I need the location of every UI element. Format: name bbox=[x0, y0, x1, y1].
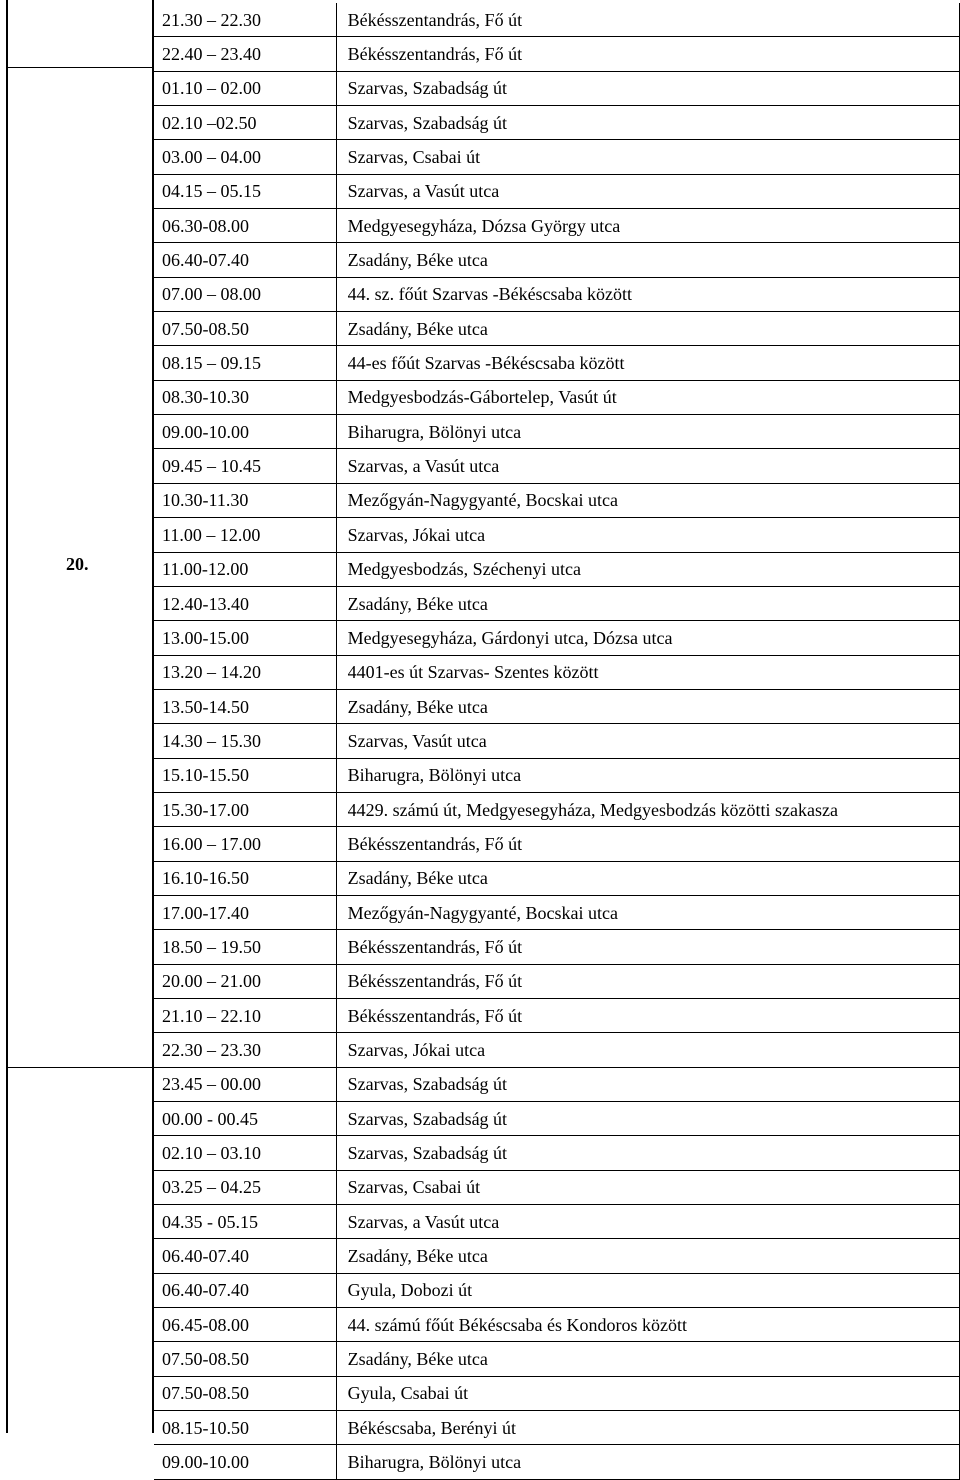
time-cell: 12.40-13.40 bbox=[154, 586, 336, 620]
table-row bbox=[154, 552, 960, 586]
table-row bbox=[154, 1445, 960, 1479]
time-cell: 03.00 – 04.00 bbox=[154, 140, 336, 174]
time-cell: 07.50-08.50 bbox=[154, 1376, 336, 1410]
time-cell: 09.00-10.00 bbox=[154, 415, 336, 449]
location-cell: Békésszentandrás, Fő út bbox=[336, 964, 959, 998]
table-row bbox=[154, 1411, 960, 1445]
location-cell: Szarvas, Szabadság út bbox=[336, 1136, 959, 1170]
table-row bbox=[154, 1205, 960, 1239]
location-cell: Szarvas, a Vasút utca bbox=[336, 449, 959, 483]
table-row bbox=[154, 312, 960, 346]
location-cell: Békésszentandrás, Fő út bbox=[336, 998, 959, 1032]
location-cell: Mezőgyán-Nagygyanté, Bocskai utca bbox=[336, 895, 959, 929]
table-row bbox=[154, 3, 960, 37]
time-cell: 06.40-07.40 bbox=[154, 1273, 336, 1307]
table-row bbox=[154, 140, 960, 174]
top-left-block-divider bbox=[6, 67, 154, 68]
time-cell: 04.35 - 05.15 bbox=[154, 1205, 336, 1239]
location-cell: Szarvas, Jókai utca bbox=[336, 518, 959, 552]
table-row bbox=[154, 518, 960, 552]
location-cell: Szarvas, Vasút utca bbox=[336, 724, 959, 758]
time-cell: 15.10-15.50 bbox=[154, 758, 336, 792]
table-row bbox=[154, 106, 960, 140]
table-row bbox=[154, 689, 960, 723]
table-row bbox=[154, 586, 960, 620]
time-cell: 17.00-17.40 bbox=[154, 895, 336, 929]
table-row bbox=[154, 1170, 960, 1204]
location-cell: 44. sz. főút Szarvas -Békéscsaba között bbox=[336, 277, 959, 311]
time-cell: 08.15-10.50 bbox=[154, 1411, 336, 1445]
location-cell: Szarvas, Csabai út bbox=[336, 1170, 959, 1204]
location-cell: Mezőgyán-Nagygyanté, Bocskai utca bbox=[336, 483, 959, 517]
table-row bbox=[154, 861, 960, 895]
schedule-table bbox=[154, 3, 960, 1480]
table-row bbox=[154, 1239, 960, 1273]
time-cell: 09.45 – 10.45 bbox=[154, 449, 336, 483]
location-cell: Zsadány, Béke utca bbox=[336, 586, 959, 620]
table-row bbox=[154, 346, 960, 380]
time-cell: 21.10 – 22.10 bbox=[154, 998, 336, 1032]
location-cell: Szarvas, Szabadság út bbox=[336, 1067, 959, 1101]
location-cell: Medgyesbodzás-Gábortelep, Vasút út bbox=[336, 380, 959, 414]
table-row bbox=[154, 380, 960, 414]
table-row bbox=[154, 827, 960, 861]
location-cell: Zsadány, Béke utca bbox=[336, 312, 959, 346]
table-row bbox=[154, 1102, 960, 1136]
location-cell: Szarvas, a Vasút utca bbox=[336, 1205, 959, 1239]
time-cell: 20.00 – 21.00 bbox=[154, 964, 336, 998]
location-cell: Biharugra, Bölönyi utca bbox=[336, 1445, 959, 1479]
table-row bbox=[154, 930, 960, 964]
time-cell: 01.10 – 02.00 bbox=[154, 71, 336, 105]
table-row bbox=[154, 1376, 960, 1410]
time-cell: 21.30 – 22.30 bbox=[154, 3, 336, 37]
table-row bbox=[154, 724, 960, 758]
location-cell: Gyula, Csabai út bbox=[336, 1376, 959, 1410]
time-cell: 23.45 – 00.00 bbox=[154, 1067, 336, 1101]
left-outer-border bbox=[6, 0, 8, 1433]
time-cell: 22.30 – 23.30 bbox=[154, 1033, 336, 1067]
location-cell: Zsadány, Béke utca bbox=[336, 1342, 959, 1376]
time-cell: 06.40-07.40 bbox=[154, 1239, 336, 1273]
location-cell: Szarvas, Szabadság út bbox=[336, 71, 959, 105]
location-cell: Békésszentandrás, Fő út bbox=[336, 827, 959, 861]
location-cell: Medgyesegyháza, Dózsa György utca bbox=[336, 209, 959, 243]
time-cell: 11.00-12.00 bbox=[154, 552, 336, 586]
table-row bbox=[154, 449, 960, 483]
table-row bbox=[154, 209, 960, 243]
location-cell: 4429. számú út, Medgyesegyháza, Medgyesbodzás közötti szakasza bbox=[336, 792, 959, 826]
time-cell: 06.30-08.00 bbox=[154, 209, 336, 243]
table-row bbox=[154, 655, 960, 689]
location-cell: Békésszentandrás, Fő út bbox=[336, 37, 959, 71]
table-row bbox=[154, 483, 960, 517]
time-cell: 02.10 – 03.10 bbox=[154, 1136, 336, 1170]
time-cell: 11.00 – 12.00 bbox=[154, 518, 336, 552]
time-cell: 07.50-08.50 bbox=[154, 1342, 336, 1376]
time-cell: 16.10-16.50 bbox=[154, 861, 336, 895]
table-row bbox=[154, 758, 960, 792]
time-cell: 13.20 – 14.20 bbox=[154, 655, 336, 689]
time-cell: 13.50-14.50 bbox=[154, 689, 336, 723]
time-cell: 16.00 – 17.00 bbox=[154, 827, 336, 861]
lower-left-block-divider bbox=[6, 1067, 154, 1068]
time-cell: 08.30-10.30 bbox=[154, 380, 336, 414]
time-cell: 15.30-17.00 bbox=[154, 792, 336, 826]
table-row bbox=[154, 895, 960, 929]
location-cell: 4401-es út Szarvas- Szentes között bbox=[336, 655, 959, 689]
time-cell: 00.00 - 00.45 bbox=[154, 1102, 336, 1136]
time-cell: 10.30-11.30 bbox=[154, 483, 336, 517]
location-cell: Szarvas, Jókai utca bbox=[336, 1033, 959, 1067]
table-row bbox=[154, 1067, 960, 1101]
time-cell: 09.00-10.00 bbox=[154, 1445, 336, 1479]
table-row bbox=[154, 415, 960, 449]
time-cell: 14.30 – 15.30 bbox=[154, 724, 336, 758]
location-cell: Medgyesegyháza, Gárdonyi utca, Dózsa utca bbox=[336, 621, 959, 655]
time-cell: 07.00 – 08.00 bbox=[154, 277, 336, 311]
table-row bbox=[154, 1273, 960, 1307]
table-row bbox=[154, 243, 960, 277]
location-cell: Békéscsaba, Berényi út bbox=[336, 1411, 959, 1445]
time-cell: 13.00-15.00 bbox=[154, 621, 336, 655]
table-row bbox=[154, 277, 960, 311]
location-cell: Biharugra, Bölönyi utca bbox=[336, 758, 959, 792]
time-cell: 04.15 – 05.15 bbox=[154, 174, 336, 208]
table-row bbox=[154, 792, 960, 826]
location-cell: Szarvas, Csabai út bbox=[336, 140, 959, 174]
location-cell: Gyula, Dobozi út bbox=[336, 1273, 959, 1307]
time-cell: 22.40 – 23.40 bbox=[154, 37, 336, 71]
time-cell: 18.50 – 19.50 bbox=[154, 930, 336, 964]
time-cell: 02.10 –02.50 bbox=[154, 106, 336, 140]
table-row bbox=[154, 71, 960, 105]
schedule-rows bbox=[154, 3, 960, 1479]
location-cell: Zsadány, Béke utca bbox=[336, 1239, 959, 1273]
location-cell: Biharugra, Bölönyi utca bbox=[336, 415, 959, 449]
table-row bbox=[154, 621, 960, 655]
location-cell: Zsadány, Béke utca bbox=[336, 689, 959, 723]
time-cell: 08.15 – 09.15 bbox=[154, 346, 336, 380]
table-row bbox=[154, 964, 960, 998]
time-cell: 06.40-07.40 bbox=[154, 243, 336, 277]
table-row bbox=[154, 1308, 960, 1342]
location-cell: Békésszentandrás, Fő út bbox=[336, 930, 959, 964]
location-cell: 44-es főút Szarvas -Békéscsaba között bbox=[336, 346, 959, 380]
time-cell: 07.50-08.50 bbox=[154, 312, 336, 346]
table-row bbox=[154, 998, 960, 1032]
table-row bbox=[154, 37, 960, 71]
day-label: 20. bbox=[66, 554, 89, 574]
location-cell: Zsadány, Béke utca bbox=[336, 243, 959, 277]
time-cell: 03.25 – 04.25 bbox=[154, 1170, 336, 1204]
table-row bbox=[154, 1136, 960, 1170]
location-cell: Medgyesbodzás, Széchenyi utca bbox=[336, 552, 959, 586]
table-row bbox=[154, 1033, 960, 1067]
location-cell: Szarvas, Szabadság út bbox=[336, 106, 959, 140]
location-cell: 44. számú főút Békéscsaba és Kondoros között bbox=[336, 1308, 959, 1342]
location-cell: Szarvas, a Vasút utca bbox=[336, 174, 959, 208]
table-row bbox=[154, 1342, 960, 1376]
table-row bbox=[154, 174, 960, 208]
location-cell: Szarvas, Szabadság út bbox=[336, 1102, 959, 1136]
time-cell: 06.45-08.00 bbox=[154, 1308, 336, 1342]
location-cell: Békésszentandrás, Fő út bbox=[336, 3, 959, 37]
location-cell: Zsadány, Béke utca bbox=[336, 861, 959, 895]
